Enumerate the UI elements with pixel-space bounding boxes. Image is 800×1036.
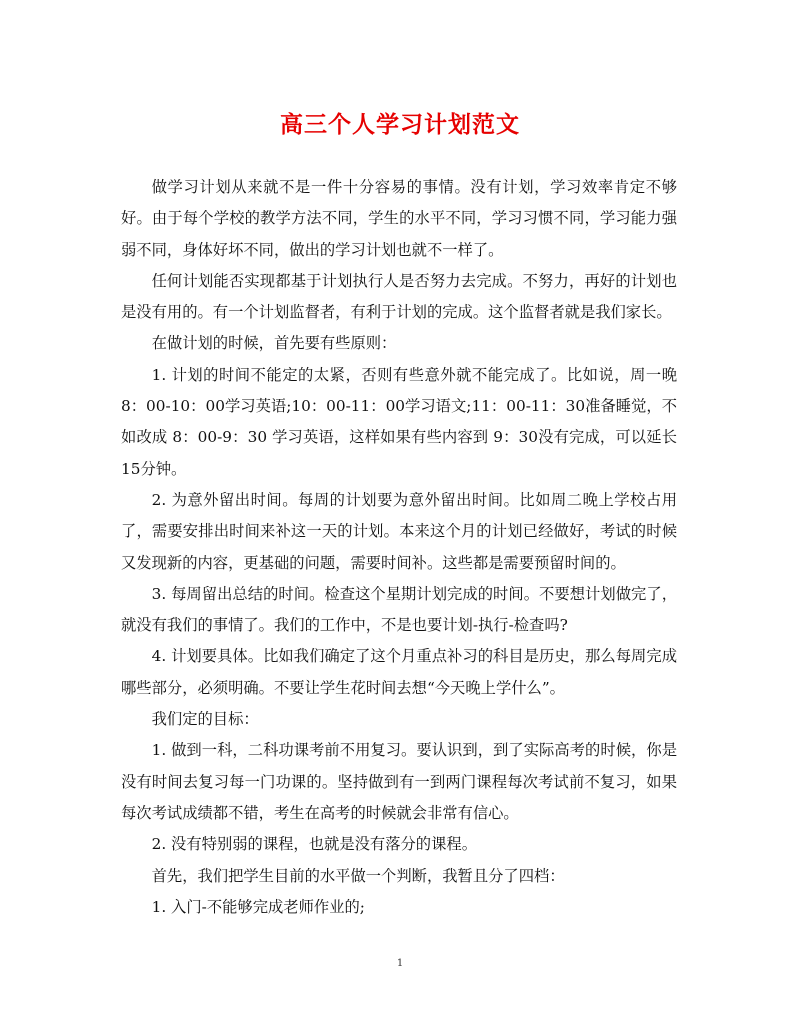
paragraph-goal-2: 2. 没有特别弱的课程，也就是没有落分的课程。: [151, 835, 477, 854]
paragraph-principle-4: 4. 计划要具体。比如我们确定了这个月重点补习的科目是历史，那么每周完成哪些部分，必须明确。不要让学生花时间去想“今天晚上学什么”。: [121, 647, 677, 697]
paragraph-principle-3: 3. 每周留出总结的时间。检查这个星期计划完成的时间。不要想计划做完了，就没有我们的事情了。我们的工作中，不是也要计划-执行-检查吗?: [121, 584, 677, 635]
document-title: 高三个人学习计划范文: [280, 111, 520, 138]
paragraph-intro: 做学习计划从来就不是一件十分容易的事情。没有计划，学习效率肯定不够好。由于每个学校的教学方法不同，学生的水平不同，学习习惯不同，学习能力强弱不同，身体好坏不同，做出的学习计划也就不一样了。: [121, 178, 677, 259]
document-body: [121, 172, 677, 923]
paragraph-level-1: 1. 入门-不能够完成老师作业的;: [151, 897, 365, 916]
paragraph-principle-2: 2. 为意外留出时间。每周的计划要为意外留出时间。比如周二晚上学校占用了，需要安排出时间来补这一天的计划。本来这个月的计划已经做好，考试的时候又发现新的内容，更基础的问题，需要时间补。这些都是需要预留时间的。: [121, 490, 677, 572]
paragraph-goal-1: 1. 做到一科，二科功课考前不用复习。要认识到，到了实际高考的时候，你是没有时间去复习每一门功课的。坚持做到有一到两门课程每次考试前不复习，如果每次考试成绩都不错，考生在高考的时候就会非常有信心。: [121, 741, 677, 822]
paragraph-principles-heading: 在做计划的时候，首先要有些原则：: [151, 334, 397, 353]
paragraph-levels-intro: 首先，我们把学生目前的水平做一个判断，我暂且分了四档：: [151, 866, 565, 885]
page-number: 1: [396, 958, 404, 969]
paragraph-goals-heading: 我们定的目标：: [151, 710, 259, 729]
paragraph-effort: 任何计划能否实现都基于计划执行人是否努力去完成。不努力，再好的计划也是没有用的。有一个计划监督者，有利于计划的完成。这个监督者就是我们家长。: [121, 271, 677, 322]
paragraph-principle-1: 1. 计划的时间不能定的太紧，否则有些意外就不能完成了。比如说，周一晚 8：00-10：00学习英语;10：00-11：00学习语文;11：00-11：30准备睡觉，不如改成 8：00-9：30 学习英语，这样如果有些内容到 9：30没有完成，可以延长15分钟。: [121, 365, 677, 478]
